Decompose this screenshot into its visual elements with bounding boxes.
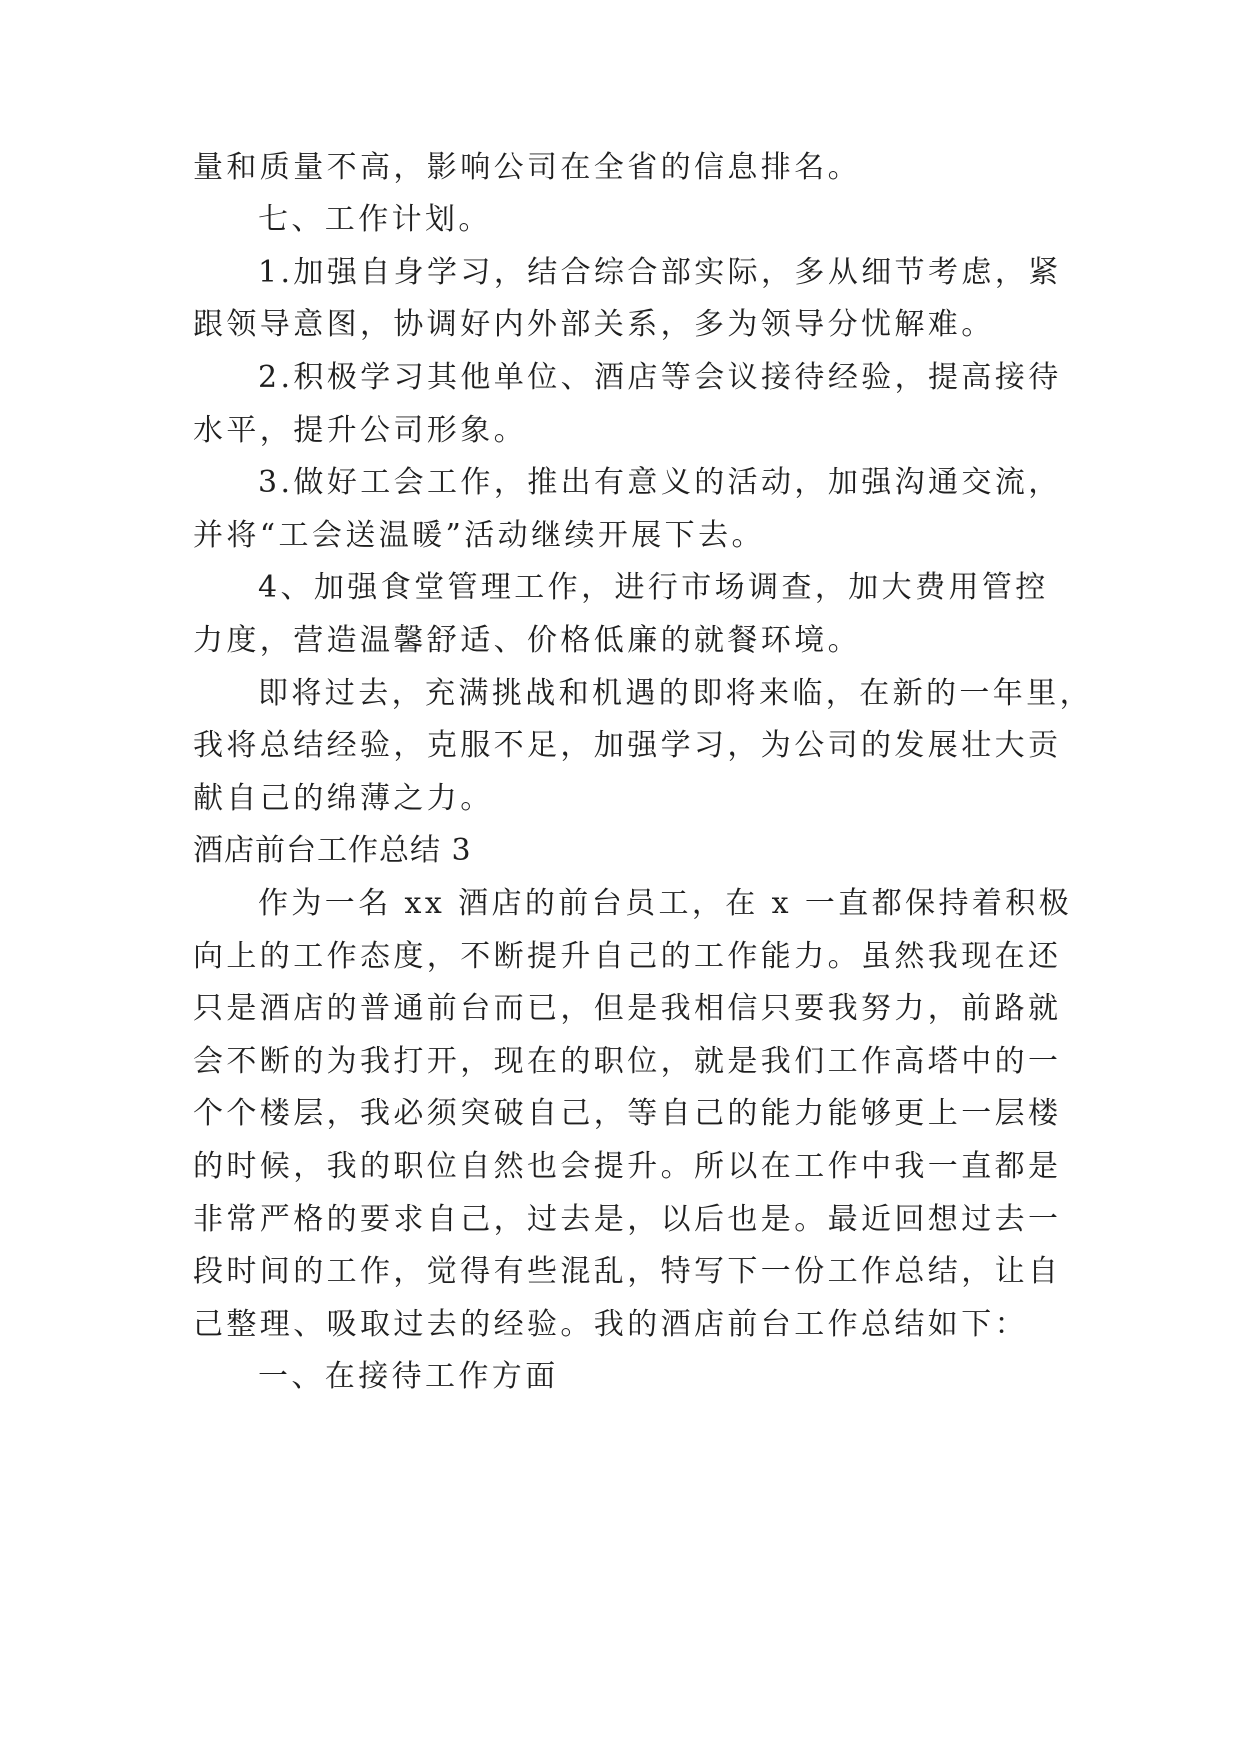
text-line-12: 我将总结经验，克服不足，加强学习，为公司的发展壮大贡 [193,728,1062,763]
text-line-1: 量和质量不高，影响公司在全省的信息排名。 [193,150,861,185]
text-line-8: 并将“工会送温暖”活动继续开展下去。 [193,518,765,553]
text-line-21: 非常严格的要求自己，过去是，以后也是。最近回想过去一 [193,1202,1062,1237]
text-line-20: 的时候，我的职位自然也会提升。所以在工作中我一直都是 [193,1149,1062,1184]
text-line-3: 1.加强自身学习，结合综合部实际，多从细节考虑，紧 [258,255,1062,290]
text-line-13: 献自己的绵薄之力。 [193,781,494,816]
text-line-23: 己整理、吸取过去的经验。我的酒店前台工作总结如下： [193,1307,1028,1342]
text-line-16: 向上的工作态度，不断提升自己的工作能力。虽然我现在还 [193,939,1062,974]
text-line-11: 即将过去，充满挑战和机遇的即将来临，在新的一年里， [258,676,1093,711]
text-line-6: 水平，提升公司形象。 [193,413,527,448]
text-line-15: 作为一名 xx 酒店的前台员工，在 x 一直都保持着积极 [258,886,1073,921]
text-line-18: 会不断的为我打开，现在的职位，就是我们工作高塔中的一 [193,1044,1062,1079]
text-line-19: 个个楼层，我必须突破自己，等自己的能力能够更上一层楼 [193,1096,1062,1131]
text-line-17: 只是酒店的普通前台而已，但是我相信只要我努力，前路就 [193,991,1062,1026]
text-line-5: 2.积极学习其他单位、酒店等会议接待经验，提高接待 [258,360,1062,395]
section-heading-work-plan: 七、工作计划。 [258,202,492,237]
section-heading-reception: 一、在接待工作方面 [258,1359,559,1394]
document-title: 酒店前台工作总结 3 [193,833,472,868]
text-line-22: 段时间的工作，觉得有些混乱，特写下一份工作总结，让自 [193,1254,1062,1289]
text-line-4: 跟领导意图，协调好内外部关系，多为领导分忧解难。 [193,307,995,342]
text-line-10: 力度，营造温馨舒适、价格低廉的就餐环境。 [193,623,861,658]
text-line-9: 4、加强食堂管理工作，进行市场调查，加大费用管控 [258,570,1049,605]
text-line-7: 3.做好工会工作，推出有意义的活动，加强沟通交流， [258,465,1062,500]
